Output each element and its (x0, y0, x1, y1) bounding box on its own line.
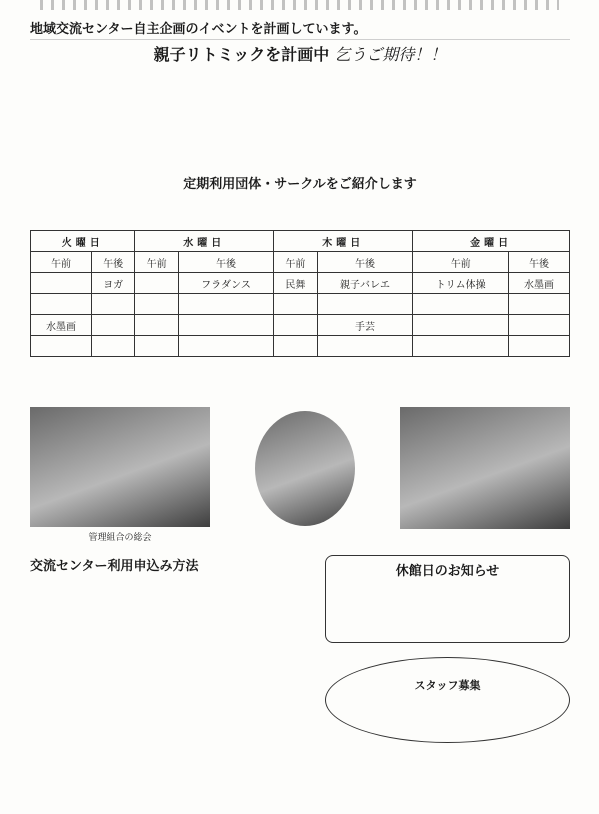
table-cell (274, 294, 318, 315)
table-cell (509, 294, 570, 315)
usage-line (30, 591, 310, 608)
photo (400, 407, 570, 529)
table-cell (413, 294, 509, 315)
bottom-section (30, 555, 570, 744)
usage-line (30, 710, 310, 727)
event-paragraph (30, 65, 570, 82)
event-paragraph (30, 82, 570, 99)
closed-title: 休館日のお知らせ (395, 564, 500, 579)
usage-line (30, 659, 310, 676)
page (30, 18, 570, 808)
notice-column (325, 555, 570, 744)
closed-line (334, 596, 561, 613)
pm-header: 午後 (91, 252, 135, 273)
groups-note (30, 363, 570, 380)
table-cell: ヨガ (91, 273, 135, 294)
groups-title: 定期利用団体・サークルをご紹介します (183, 177, 417, 192)
table-cell (178, 294, 273, 315)
day-header: 金曜日 (413, 231, 570, 252)
staff-title: スタッフ募集 (414, 678, 481, 692)
am-header: 午前 (413, 252, 509, 273)
usage-line (30, 574, 310, 591)
table-cell (178, 315, 273, 336)
event-kick: 乞うご期待！！ (334, 45, 447, 64)
pm-header: 午後 (509, 252, 570, 273)
table-cell (413, 315, 509, 336)
event-paragraph (30, 150, 570, 167)
closed-line (334, 613, 561, 630)
am-header: 午前 (135, 252, 179, 273)
groups-intro (30, 192, 570, 209)
table-cell: 水墨画 (31, 315, 92, 336)
table-cell: 水墨画 (509, 273, 570, 294)
table-cell (135, 294, 179, 315)
photo-row (30, 407, 570, 549)
table-cell (178, 336, 273, 357)
photo-block (30, 407, 210, 549)
table-cell (509, 336, 570, 357)
staff-line (415, 710, 481, 727)
table-cell (31, 294, 92, 315)
table-cell (317, 294, 413, 315)
photo (30, 407, 210, 527)
usage-line (30, 693, 310, 710)
photo-block (400, 407, 570, 549)
table-cell (509, 315, 570, 336)
table-cell (91, 336, 135, 357)
table-cell (413, 336, 509, 357)
pm-header: 午後 (317, 252, 413, 273)
usage-title: 交流センター利用申込み方法 (30, 559, 199, 574)
closed-days-box (325, 555, 570, 643)
schedule-table (30, 230, 570, 357)
event-subhead-line (30, 42, 570, 65)
table-cell (91, 315, 135, 336)
pm-header: 午後 (178, 252, 273, 273)
event-headline: 地域交流センター自主企画のイベントを計画しています。 (30, 22, 367, 37)
groups-note (30, 380, 570, 397)
event-paragraph (30, 99, 570, 116)
day-header: 木曜日 (274, 231, 413, 252)
table-cell: 民舞 (274, 273, 318, 294)
table-cell: トリム体操 (413, 273, 509, 294)
closed-line (334, 579, 561, 596)
am-header: 午前 (31, 252, 92, 273)
event-paragraph (30, 116, 570, 133)
table-cell: フラダンス (178, 273, 273, 294)
am-header: 午前 (274, 252, 318, 273)
usage-line (30, 608, 310, 625)
event-subhead: 親子リトミックを計画中 (153, 45, 330, 64)
table-cell: 手芸 (317, 315, 413, 336)
table-cell (135, 273, 179, 294)
table-cell (31, 336, 92, 357)
photo-caption: 管理組合の総会 (88, 533, 152, 543)
photo-block (255, 407, 355, 549)
usage-line (30, 642, 310, 659)
event-paragraph (30, 133, 570, 150)
usage-line (30, 625, 310, 642)
table-cell (135, 336, 179, 357)
table-cell: 親子バレエ (317, 273, 413, 294)
staff-line (415, 693, 481, 710)
groups-intro (30, 209, 570, 226)
staff-recruit-oval (325, 657, 570, 743)
binding-holes (40, 0, 559, 10)
table-cell (317, 336, 413, 357)
photo (255, 411, 355, 526)
day-header: 火曜日 (31, 231, 135, 252)
usage-line (30, 727, 310, 744)
table-cell (31, 273, 92, 294)
table-cell (274, 336, 318, 357)
day-header: 水曜日 (135, 231, 274, 252)
table-cell (135, 315, 179, 336)
usage-line (30, 676, 310, 693)
table-cell (274, 315, 318, 336)
table-cell (91, 294, 135, 315)
usage-section (30, 555, 310, 744)
divider (30, 39, 570, 40)
